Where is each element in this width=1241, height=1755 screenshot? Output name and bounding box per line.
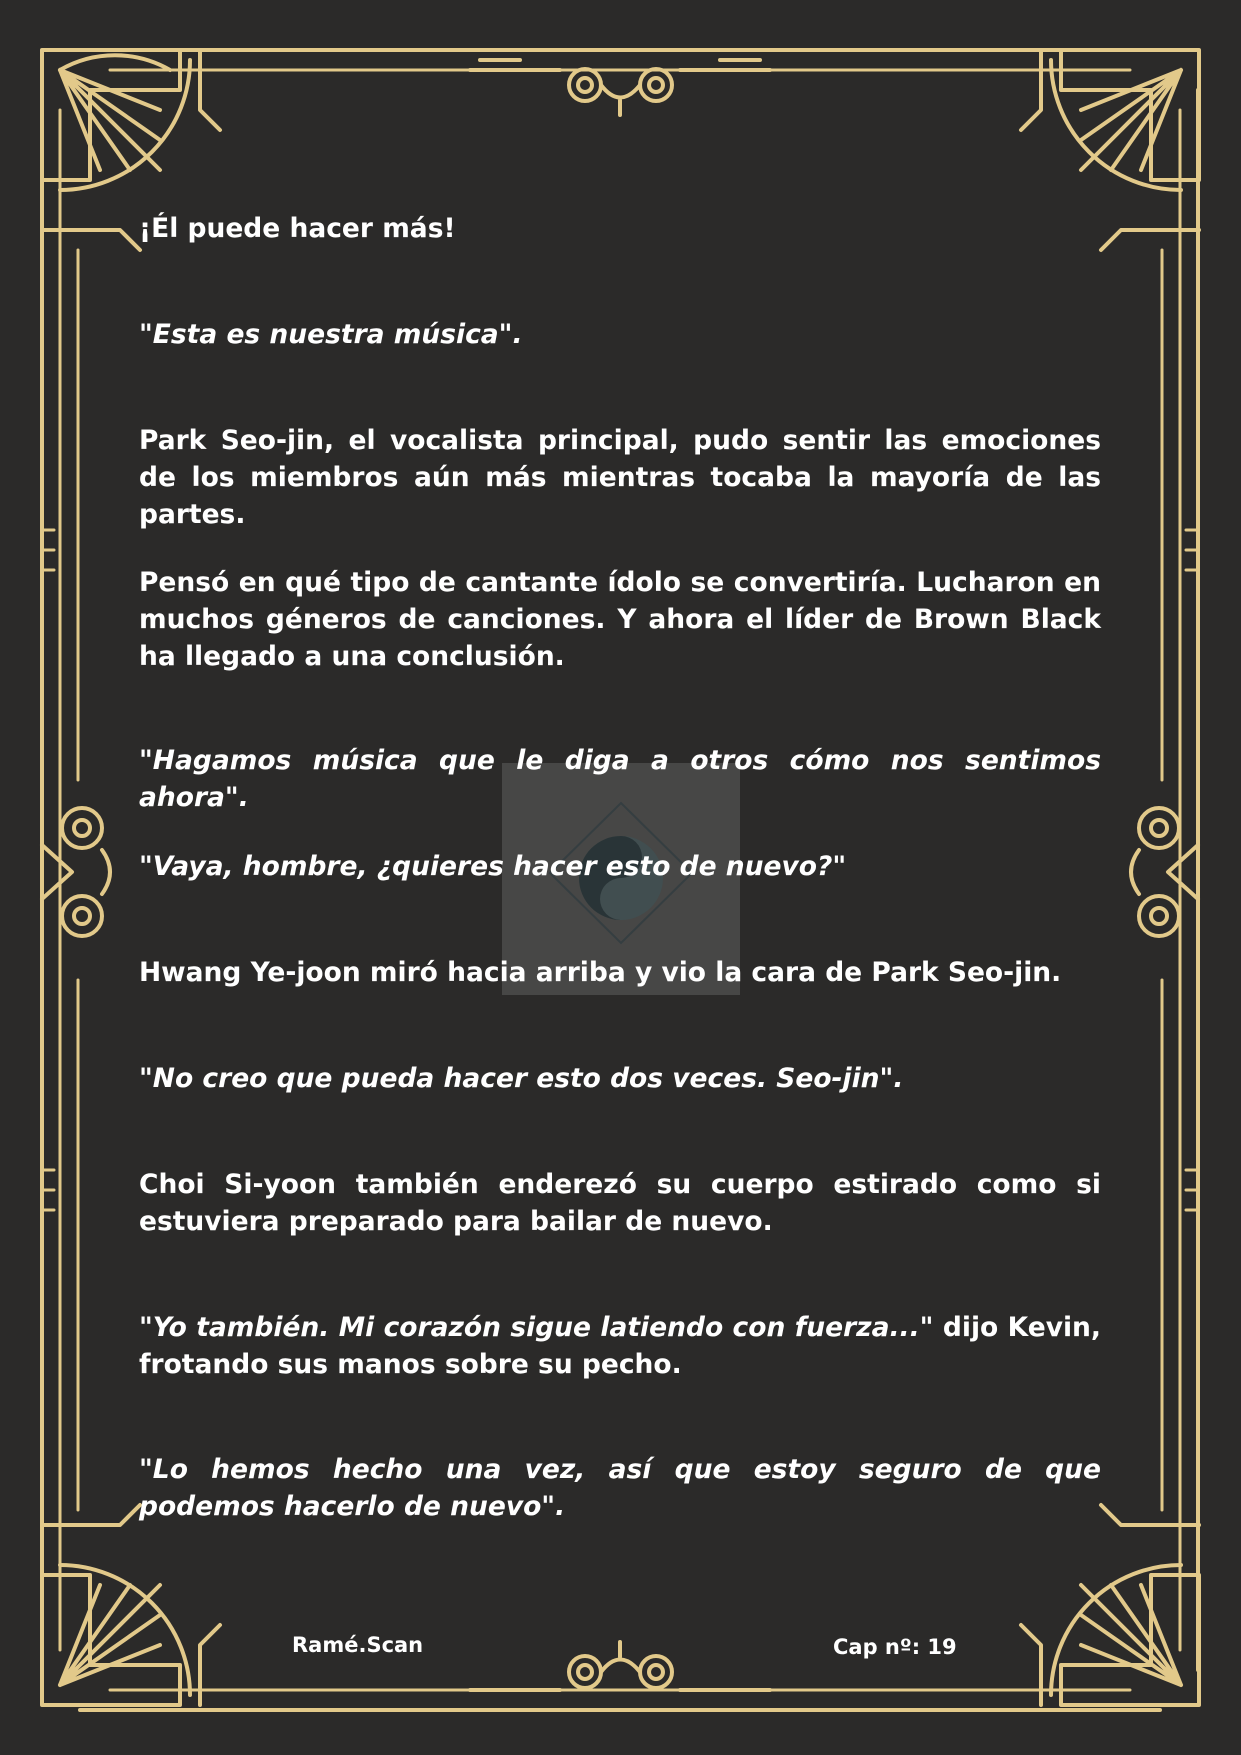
paragraph: Hwang Ye-joon miró hacia arriba y vio la cara de Park Seo-jin. <box>139 957 1062 988</box>
paragraph-quote: "Vaya, hombre, ¿quieres hacer esto de nuevo?" <box>139 851 847 882</box>
scroll-ornament-left <box>42 808 110 936</box>
paragraph: Choi Si-yoon también enderezó su cuerpo estirado como si estuviera preparado para bailar de nuevo. <box>139 1169 1101 1237</box>
scan-group-credit: Ramé.Scan <box>292 1633 424 1657</box>
paragraph-quote: "Esta es nuestra música". <box>139 319 523 350</box>
paragraph-quote: "No creo que pueda hacer esto dos veces. Seo-jin". <box>139 1063 904 1094</box>
paragraph-quote: "Lo hemos hecho una vez, así que estoy seguro de que podemos hacerlo de nuevo". <box>139 1454 1101 1522</box>
paragraph: Pensó en qué tipo de cantante ídolo se convertiría. Lucharon en muchos géneros de canciones. Y ahora el líder de Brown Black ha llegado a una conclusión. <box>139 567 1101 672</box>
paragraph: Park Seo-jin, el vocalista principal, pudo sentir las emociones de los miembros aún más mientras tocaba la mayoría de las partes. <box>139 425 1101 530</box>
corner-fan-bottom-left <box>42 1505 220 1705</box>
paragraph: ¡Él puede hacer más! <box>139 213 456 244</box>
scroll-ornament-bottom <box>470 1642 770 1690</box>
quote-span: "Yo también. Mi corazón sigue latiendo con fuerza..." <box>139 1312 934 1343</box>
chapter-number: Cap nº: 19 <box>833 1635 957 1659</box>
corner-fan-bottom-right <box>1021 1505 1199 1705</box>
scroll-ornament-top <box>470 60 770 115</box>
scroll-ornament-right <box>1131 808 1198 936</box>
narration-span: dijo Kevin, frotando sus manos sobre su pecho. <box>139 1312 1101 1380</box>
paragraph-quote: "Hagamos música que le diga a otros cómo nos sentimos ahora". <box>139 745 1101 813</box>
paragraph-mixed <box>139 1309 1101 1383</box>
